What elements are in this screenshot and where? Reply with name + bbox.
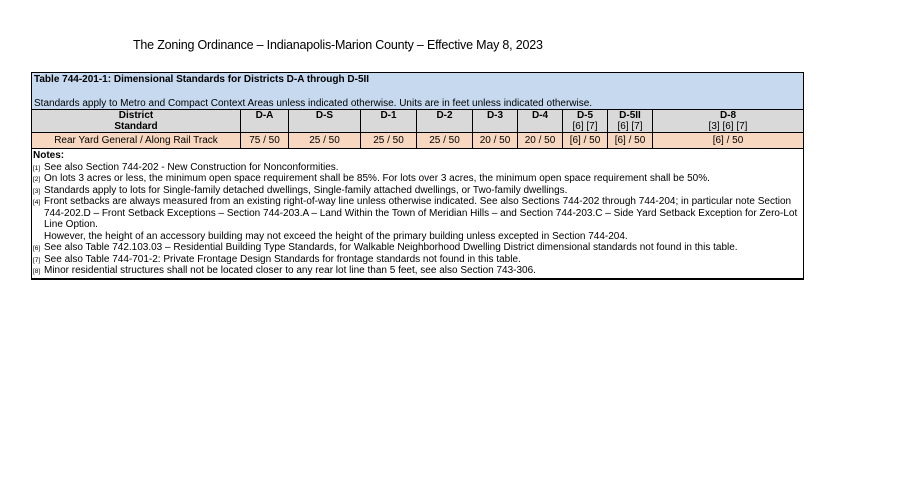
standards-table <box>31 72 804 149</box>
table-cell: 20 / 50 <box>518 133 563 149</box>
note-text: Standards apply to lots for Single-family detached dwellings, Single-family attached dwellings, or Two-family dwellings. <box>44 184 568 196</box>
note-marker: [7] <box>33 256 41 264</box>
column-name: D-3 <box>486 110 504 121</box>
note-item <box>33 173 803 185</box>
column-header <box>289 110 361 133</box>
column-header <box>608 110 653 133</box>
table-cell: 25 / 50 <box>417 133 473 149</box>
table-cell: 25 / 50 <box>361 133 417 149</box>
table-cell: [6] / 50 <box>563 133 608 149</box>
table-cell: [6] / 50 <box>608 133 653 149</box>
note-item <box>33 231 803 243</box>
note-item <box>33 254 803 266</box>
dimensional-standards-table <box>31 72 803 280</box>
header-label-line2: Standard <box>114 121 158 132</box>
note-text: See also Table 742.103.03 – Residential Building Type Standards, for Walkable Neighborhood Dwelling District dimensional standards not found in this table. <box>44 242 738 253</box>
column-name: D-5 <box>576 110 594 121</box>
notes-heading: Notes: <box>33 150 65 161</box>
column-name: D-A <box>255 110 274 121</box>
column-header <box>417 110 473 133</box>
column-name: D-S <box>315 110 334 121</box>
column-name: D-4 <box>531 110 549 121</box>
row-label: Rear Yard General / Along Rail Track <box>32 133 241 149</box>
note-text: However, the height of an accessory building may not exceed the height of the primary building unless excepted in Section 744-204. <box>44 230 628 242</box>
table-caption <box>32 73 804 110</box>
table-cell: [6] / 50 <box>653 133 804 149</box>
note-marker: [6] <box>33 245 41 252</box>
notes-section <box>31 149 804 280</box>
note-item <box>33 242 803 254</box>
table-cell: 25 / 50 <box>289 133 361 149</box>
column-name: D-1 <box>380 110 397 121</box>
table-row <box>32 133 804 149</box>
column-header <box>518 110 563 133</box>
note-item <box>33 265 803 277</box>
column-name: D-2 <box>436 110 453 121</box>
note-marker: [1] <box>33 164 41 172</box>
column-header <box>563 110 608 133</box>
column-note-refs: [6] [7] <box>572 121 598 132</box>
column-note-refs: [3] [6] [7] <box>708 121 748 132</box>
column-name: D-8 <box>719 110 737 121</box>
column-name: D-5II <box>619 110 641 121</box>
column-header <box>361 110 417 133</box>
table-subtitle: Standards apply to Metro and Compact Context Areas unless indicated otherwise. Units are in feet unless indicated otherwise. <box>34 98 593 109</box>
table-cell: 75 / 50 <box>241 133 289 149</box>
table-cell: 20 / 50 <box>473 133 518 149</box>
table-title: Table 744-201-1: Dimensional Standards for Districts D-A through D-5II <box>34 74 370 85</box>
page-title: The Zoning Ordinance – Indianapolis-Marion County – Effective May 8, 2023 <box>133 38 543 52</box>
note-marker: [8] <box>33 268 41 275</box>
note-text: Front setbacks are always measured from an existing right-of-way line unless otherwise indicated. See also Sections 744-202 through 744-204; in particular note Section 744-202.D – Front Setback Exceptions – Section 744-203.A – Land Within the Town of Meridian Hills – and Section 744-203.C – Side Yard Setback Exception for Zero-Lot Line Option. <box>44 196 798 230</box>
note-marker: [2] <box>33 176 41 183</box>
header-label-line1: District <box>118 110 154 121</box>
note-item <box>33 196 803 231</box>
note-text: Minor residential structures shall not be located closer to any rear lot line than 5 feet, see also Section 743-306. <box>44 265 536 276</box>
table-header-row <box>32 110 804 133</box>
column-header <box>653 110 804 133</box>
note-text: See also Section 744-202 - New Construction for Nonconformities. <box>44 161 339 173</box>
note-text: See also Table 744-701-2: Private Frontage Design Standards for frontage standards not found in this table. <box>44 253 521 265</box>
note-marker: [4] <box>33 199 41 206</box>
note-marker: [3] <box>33 187 41 195</box>
note-text: On lots 3 acres or less, the minimum open space requirement shall be 85%. For lots over 3 acres, the minimum open space requirement shall be 50%. <box>44 173 710 184</box>
header-district-standard <box>32 110 241 133</box>
column-note-refs: [6] [7] <box>617 121 643 132</box>
note-item <box>33 185 803 197</box>
note-item <box>33 162 803 174</box>
column-header <box>241 110 289 133</box>
column-header <box>473 110 518 133</box>
